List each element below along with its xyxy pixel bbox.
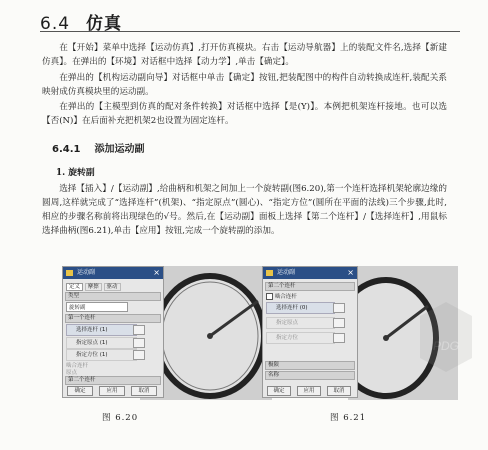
section-title-text: 仿真	[86, 14, 123, 34]
origin-row: 原点	[66, 370, 78, 376]
subsection-heading	[52, 140, 144, 155]
select-link-row[interactable]: 选择连杆 (0)	[266, 302, 335, 314]
dialog-titlebar	[63, 267, 163, 279]
checkbox-label: 啮合连杆	[274, 294, 297, 300]
first-link-group: 第一个连杆	[65, 314, 161, 323]
specify-orientation-row[interactable]: 指定方位 (1)	[66, 349, 137, 361]
tab-row	[66, 282, 160, 290]
close-icon[interactable]: ×	[347, 268, 354, 277]
dialog-title: 运动副	[77, 269, 96, 276]
tab-drive[interactable]: 驱动	[104, 283, 121, 291]
close-icon[interactable]: ×	[153, 268, 160, 277]
title-rule	[40, 31, 460, 32]
second-link-group: 第二个连杆	[265, 282, 355, 291]
joint-dialog	[262, 266, 358, 398]
ok-button[interactable]: 确定	[267, 386, 291, 396]
vector-icon[interactable]	[133, 350, 145, 360]
type-select[interactable]	[66, 302, 128, 312]
tab-definition[interactable]: 定义	[66, 283, 83, 291]
dialog-title: 运动副	[277, 269, 296, 276]
select-link-icon[interactable]	[333, 303, 345, 313]
subsubsection-heading: 1. 旋转副	[56, 168, 95, 178]
limits-group[interactable]: 极限	[265, 361, 355, 370]
app-icon	[66, 270, 73, 276]
watermark-text: PDG	[432, 339, 460, 353]
apply-button[interactable]: 应用	[99, 386, 125, 396]
specify-orientation-row[interactable]: 指定方位	[266, 332, 335, 344]
second-link-group: 第二个连杆	[65, 376, 161, 385]
mesh-link-checkbox[interactable]	[266, 292, 354, 300]
select-link-row[interactable]: 选择连杆 (1)	[66, 324, 137, 336]
section-number: 6.4	[40, 14, 71, 34]
paragraph-3: 在弹出的【主模型到仿真的配对条件转换】对话框中选择【是(Y)】。本例把机架连杆接地。也可以选【否(N)】在后面补充把机架2也设置为固定连杆。	[42, 102, 447, 126]
select-link-icon[interactable]	[133, 325, 145, 335]
paragraph-2: 在弹出的【机构运动副向导】对话框中单击【确定】按钮,把装配图中的构件自动转换成连杆,装配关系映射成仿真模块里的运动副。	[42, 73, 447, 97]
type-group: 类型	[65, 292, 161, 301]
point-icon[interactable]	[333, 318, 345, 328]
joint-dialog	[62, 266, 164, 398]
figure-caption: 图 6.20	[102, 413, 139, 423]
type-select-value: 旋转副	[69, 305, 86, 311]
mesh-link-row: 啮合连杆	[66, 363, 89, 369]
apply-button[interactable]: 应用	[297, 386, 321, 396]
ok-button[interactable]: 确定	[67, 386, 93, 396]
subsection-number: 6.4.1	[52, 144, 81, 155]
paragraph-1: 在【开始】菜单中选择【运动仿真】,打开仿真模块。右击【运动导航器】上的装配文件名,选择【新建仿真】。在弹出的【环境】对话框中选择【动力学】,单击【确定】。	[42, 43, 447, 67]
vector-icon[interactable]	[333, 333, 345, 343]
cancel-button[interactable]: 取消	[327, 386, 351, 396]
figure-caption: 图 6.21	[330, 413, 367, 423]
app-icon	[266, 270, 273, 276]
specify-origin-row[interactable]: 指定原点	[266, 317, 335, 329]
tab-friction[interactable]: 摩擦	[85, 283, 102, 291]
point-icon[interactable]	[133, 338, 145, 348]
body-paragraph: 选择【插入】/【运动副】,给曲柄和机架之间加上一个旋转副(图6.20),第一个连杆选择机架轮廓边缘的圆周,这样就完成了“选择连杆”(机架)、“指定原点”(圆心)、“指定方位”(圆所在平面的法线)三个步骤,此时,相应的步骤名称前将出现绿色的√号。然后,在【运动副】面板上选择【第二个连杆】/【选择连杆】,用鼠标选择曲柄(图6.21),单击【应用】按钮,完成一个旋转副的添加。	[42, 184, 447, 236]
specify-origin-row[interactable]: 指定原点 (1)	[66, 337, 137, 349]
pdg-watermark-logo	[418, 300, 474, 374]
name-group[interactable]: 名称	[265, 371, 355, 380]
cancel-button[interactable]: 取消	[131, 386, 157, 396]
checkbox-icon[interactable]	[266, 293, 273, 300]
subsection-title: 添加运动副	[94, 144, 145, 155]
dialog-titlebar	[263, 267, 357, 279]
